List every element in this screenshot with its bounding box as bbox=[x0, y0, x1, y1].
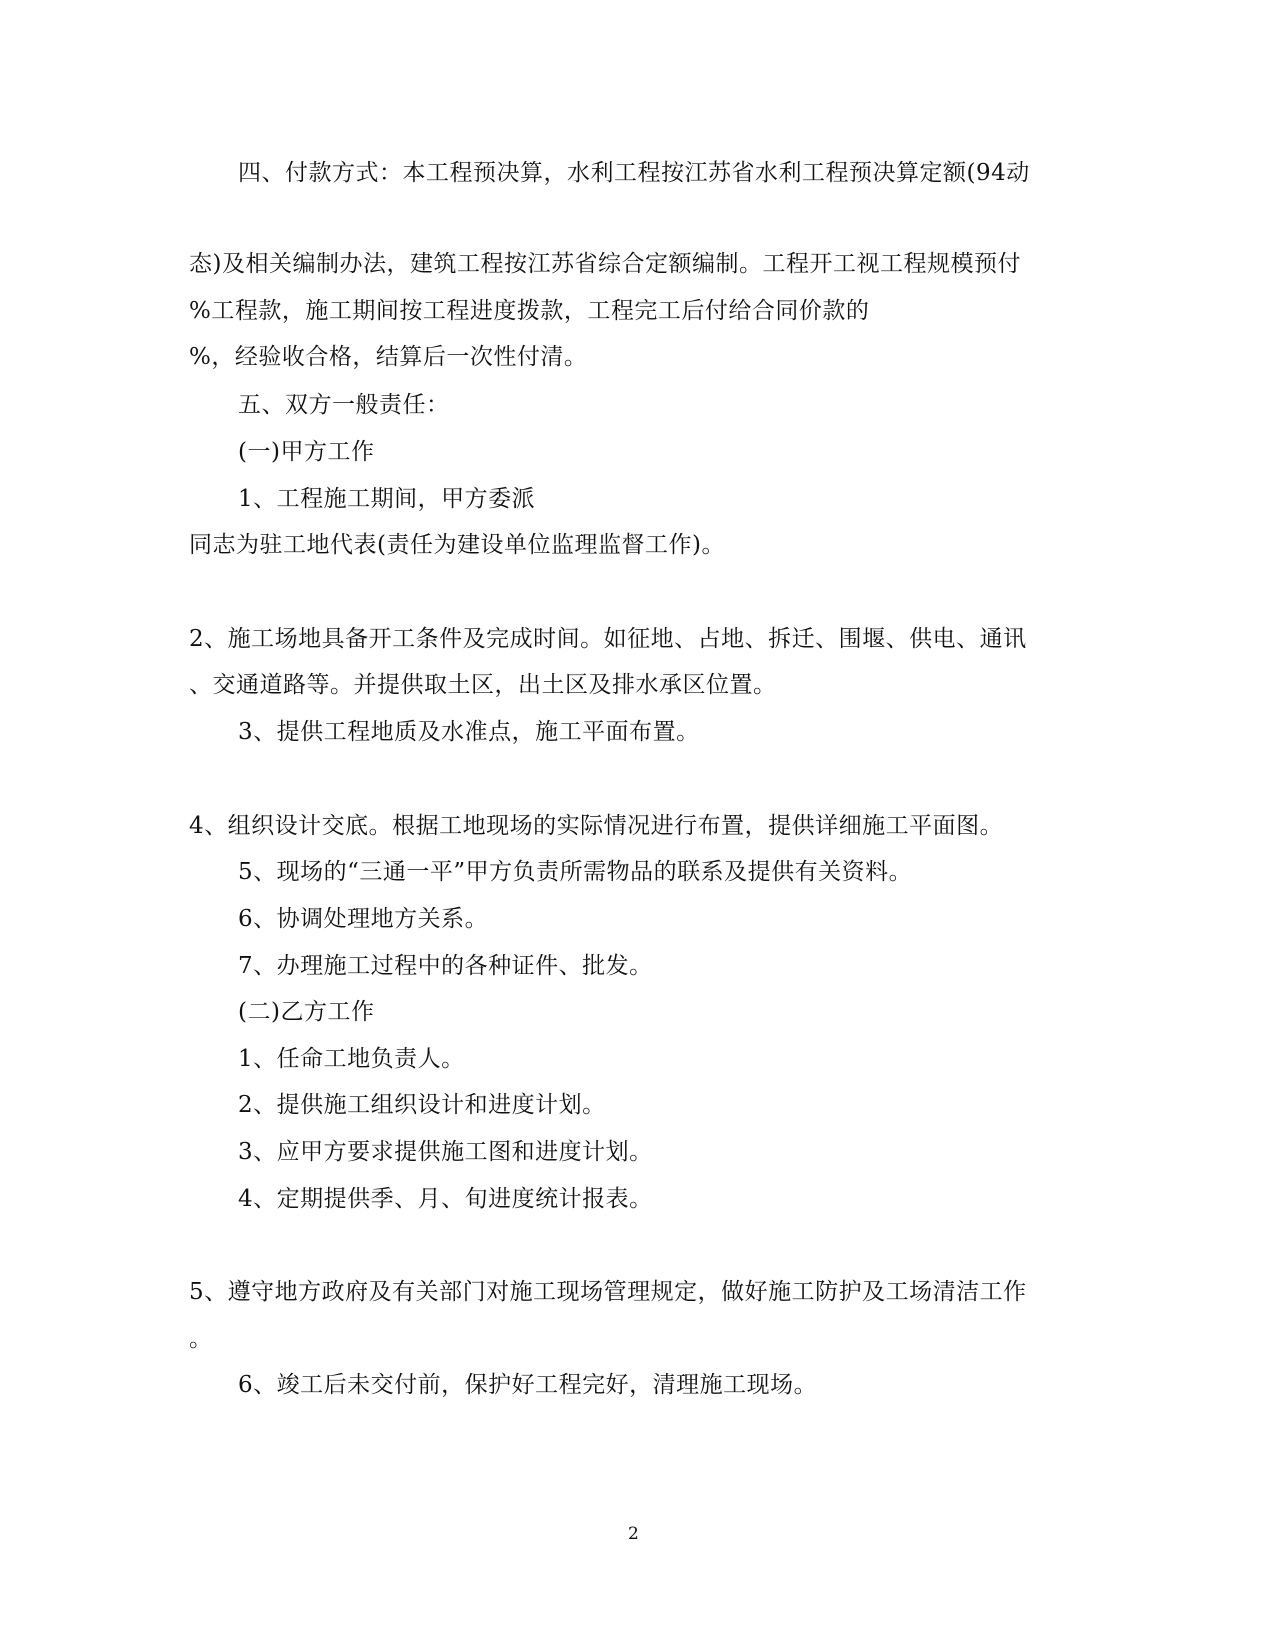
page-number: 2 bbox=[628, 1524, 639, 1544]
party-a-item-7: 7、办理施工过程中的各种证件、批发。 bbox=[238, 953, 653, 979]
subsection-heading-party-b: (二)乙方工作 bbox=[238, 999, 375, 1025]
subsection-heading-party-a: (一)甲方工作 bbox=[238, 439, 375, 465]
party-a-item-2: 2、施工场地具备开工条件及完成时间。如征地、占地、拆迁、围堰、供电、通讯 bbox=[189, 626, 1027, 652]
party-b-item-5: 5、遵守地方政府及有关部门对施工现场管理规定，做好施工防护及工场清洁工作 bbox=[189, 1279, 1027, 1305]
payment-clause-line-2: 态)及相关编制办法，建筑工程按江苏省综合定额编制。工程开工视工程规模预付 bbox=[189, 251, 1021, 277]
payment-clause-line-4: %，经验收合格，结算后一次性付清。 bbox=[189, 344, 588, 370]
party-a-item-3: 3、提供工程地质及水准点，施工平面布置。 bbox=[238, 719, 700, 745]
party-b-item-2: 2、提供施工组织设计和进度计划。 bbox=[238, 1092, 606, 1118]
party-a-item-2-continued: 、交通道路等。并提供取土区，出土区及排水承区位置。 bbox=[189, 672, 777, 698]
party-a-item-4: 4、组织设计交底。根据工地现场的实际情况进行布置，提供详细施工平面图。 bbox=[189, 813, 1004, 839]
party-a-item-1-continued: 同志为驻工地代表(责任为建设单位监理监督工作)。 bbox=[189, 532, 725, 558]
party-b-item-3: 3、应甲方要求提供施工图和进度计划。 bbox=[238, 1139, 653, 1165]
party-a-item-6: 6、协调处理地方关系。 bbox=[238, 906, 489, 932]
payment-clause-line-3: %工程款，施工期间按工程进度拨款，工程完工后付给合同价款的 bbox=[189, 298, 870, 324]
section-heading-general-duties: 五、双方一般责任： bbox=[238, 392, 450, 418]
party-b-item-1: 1、任命工地负责人。 bbox=[238, 1046, 465, 1072]
party-a-item-1: 1、工程施工期间，甲方委派 bbox=[238, 486, 536, 512]
party-a-item-5: 5、现场的“三通一平”甲方负责所需物品的联系及提供有关资料。 bbox=[238, 859, 913, 885]
party-b-item-6: 6、竣工后未交付前，保护好工程完好，清理施工现场。 bbox=[238, 1372, 818, 1398]
party-b-item-5-continued: 。 bbox=[189, 1326, 213, 1352]
payment-clause-line-1: 四、付款方式：本工程预决算，水利工程按江苏省水利工程预决算定额(94动 bbox=[238, 160, 1030, 186]
party-b-item-4: 4、定期提供季、月、旬进度统计报表。 bbox=[238, 1186, 653, 1212]
